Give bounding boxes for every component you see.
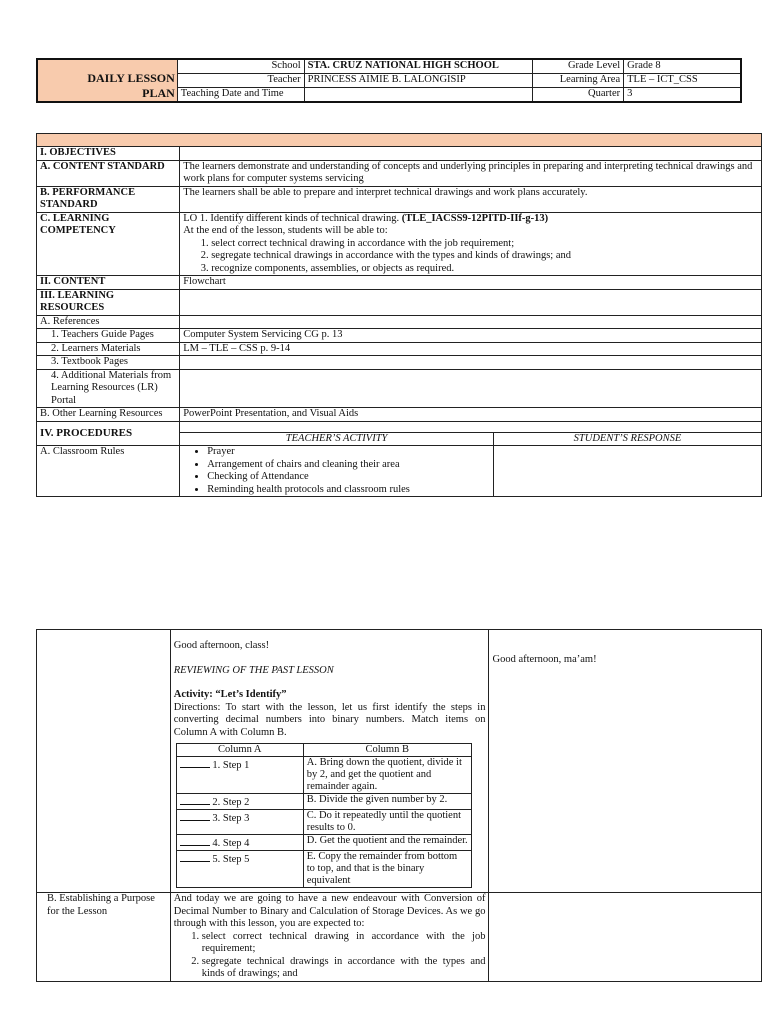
rules-label: A. Classroom Rules — [37, 446, 180, 497]
student-response-header: STUDENT’S RESPONSE — [493, 432, 761, 446]
matching-a[interactable] — [176, 810, 303, 835]
matching-b: A. Bring down the quotient, divide it by 2, and get the quotient and remainder again. — [303, 757, 471, 794]
lo-text: LO 1. Identify different kinds of technical drawing. — [183, 212, 400, 224]
answer-blank[interactable] — [180, 835, 210, 846]
rule-item: • Reminding health protocols and classroom rules — [207, 484, 490, 497]
rules-list — [183, 446, 490, 496]
dlp-title-line1: DAILY LESSON — [87, 71, 175, 85]
directions: Directions: To start with the lesson, let us first identify the steps in converting decimal numbers into binary numbers. Match items on Column A with Column B. — [173, 701, 486, 738]
other-label: B. Other Learning Resources — [37, 408, 180, 422]
date-label: Teaching Date and Time — [177, 88, 304, 103]
matching-a[interactable] — [176, 794, 303, 810]
lesson-table — [36, 133, 762, 497]
matching-a[interactable] — [176, 835, 303, 851]
grade-label: Grade Level — [533, 59, 624, 74]
review-cell — [170, 630, 489, 893]
header-table — [36, 58, 742, 103]
school-label: School — [177, 59, 304, 74]
activity-title: Activity: “Let’s Identify” — [173, 689, 287, 700]
step-label: 5. Step 5 — [212, 854, 250, 865]
purpose-list — [174, 931, 486, 981]
matching-b: E. Copy the remainder from bottom to top, and that is the binary equivalent — [303, 851, 471, 888]
rules-response — [493, 446, 761, 497]
additional-label: 4. Additional Materials from Learning Resources (LR) Portal — [37, 369, 180, 408]
review-label-cell — [37, 630, 171, 893]
peach-band — [37, 134, 762, 147]
teacher-label: Teacher — [177, 74, 304, 88]
purpose-cell — [170, 893, 489, 982]
procedures-label: IV. PROCEDURES — [37, 421, 180, 446]
references-label: A. References — [37, 315, 180, 329]
purpose-text: And today we are going to have a new endeavour with Conversion of Decimal Number to Binary and Calculation of Storage Devices. As we go through with this lesson, you are expected to: — [173, 893, 486, 929]
quarter-value: 3 — [624, 88, 741, 103]
lo-line — [183, 213, 758, 226]
other-value: PowerPoint Presentation, and Visual Aids — [180, 408, 762, 422]
matching-b: B. Divide the given number by 2. — [303, 794, 471, 810]
answer-blank[interactable] — [180, 757, 210, 768]
step-label: 1. Step 1 — [212, 760, 250, 771]
col-b-header: Column B — [303, 744, 471, 757]
review-heading: REVIEWING OF THE PAST LESSON — [173, 664, 334, 676]
content-value: Flowchart — [180, 276, 762, 290]
objectives-empty — [180, 147, 762, 161]
purpose-item: 1. select correct technical drawing in accordance with the job requirement; — [202, 931, 486, 956]
dlp-title-line2: PLAN — [142, 86, 175, 100]
objectives-heading: I. OBJECTIVES — [37, 147, 180, 161]
greeting: Good afternoon, class! — [173, 640, 270, 651]
textbook-empty — [180, 356, 762, 370]
grade-value: Grade 8 — [624, 59, 741, 74]
step-label: 3. Step 3 — [212, 813, 250, 824]
resources-label: III. LEARNING RESOURCES — [37, 289, 180, 315]
quarter-label: Quarter — [533, 88, 624, 103]
date-value — [304, 88, 533, 103]
area-label: Learning Area — [533, 74, 624, 88]
teacher-activity-header: TEACHER’S ACTIVITY — [180, 432, 494, 446]
answer-blank[interactable] — [180, 810, 210, 821]
purpose-response — [489, 893, 762, 982]
lm-value: LM – TLE – CSS p. 9-14 — [180, 342, 762, 356]
textbook-label: 3. Textbook Pages — [37, 356, 180, 370]
matching-b: D. Get the quotient and the remainder. — [303, 835, 471, 851]
performance-text: The learners shall be able to prepare and interpret technical drawings and work plans accurately. — [180, 186, 762, 212]
competency-item: 3. recognize components, assemblies, or objects as required. — [211, 263, 758, 276]
competency-cell — [180, 212, 762, 276]
references-empty — [180, 315, 762, 329]
tg-label: 1. Teachers Guide Pages — [37, 329, 180, 343]
school-value: STA. CRUZ NATIONAL HIGH SCHOOL — [304, 59, 533, 74]
content-standard-label: A. CONTENT STANDARD — [37, 160, 180, 186]
page2-table — [36, 629, 762, 982]
tg-value: Computer System Servicing CG p. 13 — [180, 329, 762, 343]
col-a-header: Column A — [176, 744, 303, 757]
end-of-lesson: At the end of the lesson, students will be able to: — [183, 225, 388, 236]
additional-empty — [180, 369, 762, 408]
purpose-item: 2. segregate technical drawings in accordance with the types and kinds of drawings; and — [202, 956, 486, 981]
lm-label: 2. Learners Materials — [37, 342, 180, 356]
rule-item: • Prayer — [207, 446, 490, 459]
matching-b: C. Do it repeatedly until the quotient results to 0. — [303, 810, 471, 835]
purpose-label: B. Establishing a Purpose for the Lesson — [37, 893, 171, 982]
answer-blank[interactable] — [180, 794, 210, 805]
step-label: 4. Step 4 — [212, 838, 250, 849]
matching-a[interactable] — [176, 757, 303, 794]
rule-item: • Checking of Attendance — [207, 471, 490, 484]
lo-code: (TLE_IACSS9-12PITD-IIf-g-13) — [401, 212, 549, 224]
answer-blank[interactable] — [180, 851, 210, 862]
student-greeting: Good afternoon, ma’am! — [489, 630, 762, 893]
dlp-title — [37, 59, 177, 102]
step-label: 2. Step 2 — [212, 797, 250, 808]
matching-table — [176, 743, 472, 888]
procedures-empty — [180, 421, 762, 432]
resources-empty — [180, 289, 762, 315]
rules-cell — [180, 446, 494, 497]
competency-item: 1. select correct technical drawing in accordance with the job requirement; — [211, 238, 758, 251]
area-value: TLE – ICT_CSS — [624, 74, 741, 88]
performance-label: B. PERFORMANCE STANDARD — [37, 186, 180, 212]
rule-item: • Arrangement of chairs and cleaning their area — [207, 459, 490, 472]
content-standard-text: The learners demonstrate and understanding of concepts and underlying principles in preparing and interpreting technical drawings and work plans for computer systems servicing — [180, 160, 762, 186]
matching-a[interactable] — [176, 851, 303, 888]
competency-item: 2. segregate technical drawings in accordance with the types and kinds of drawings; and — [211, 250, 758, 263]
teacher-value: PRINCESS AIMIE B. LALONGISIP — [304, 74, 533, 88]
competency-list — [183, 238, 758, 276]
competency-label: C. LEARNING COMPETENCY — [37, 212, 180, 276]
content-label: II. CONTENT — [37, 276, 180, 290]
